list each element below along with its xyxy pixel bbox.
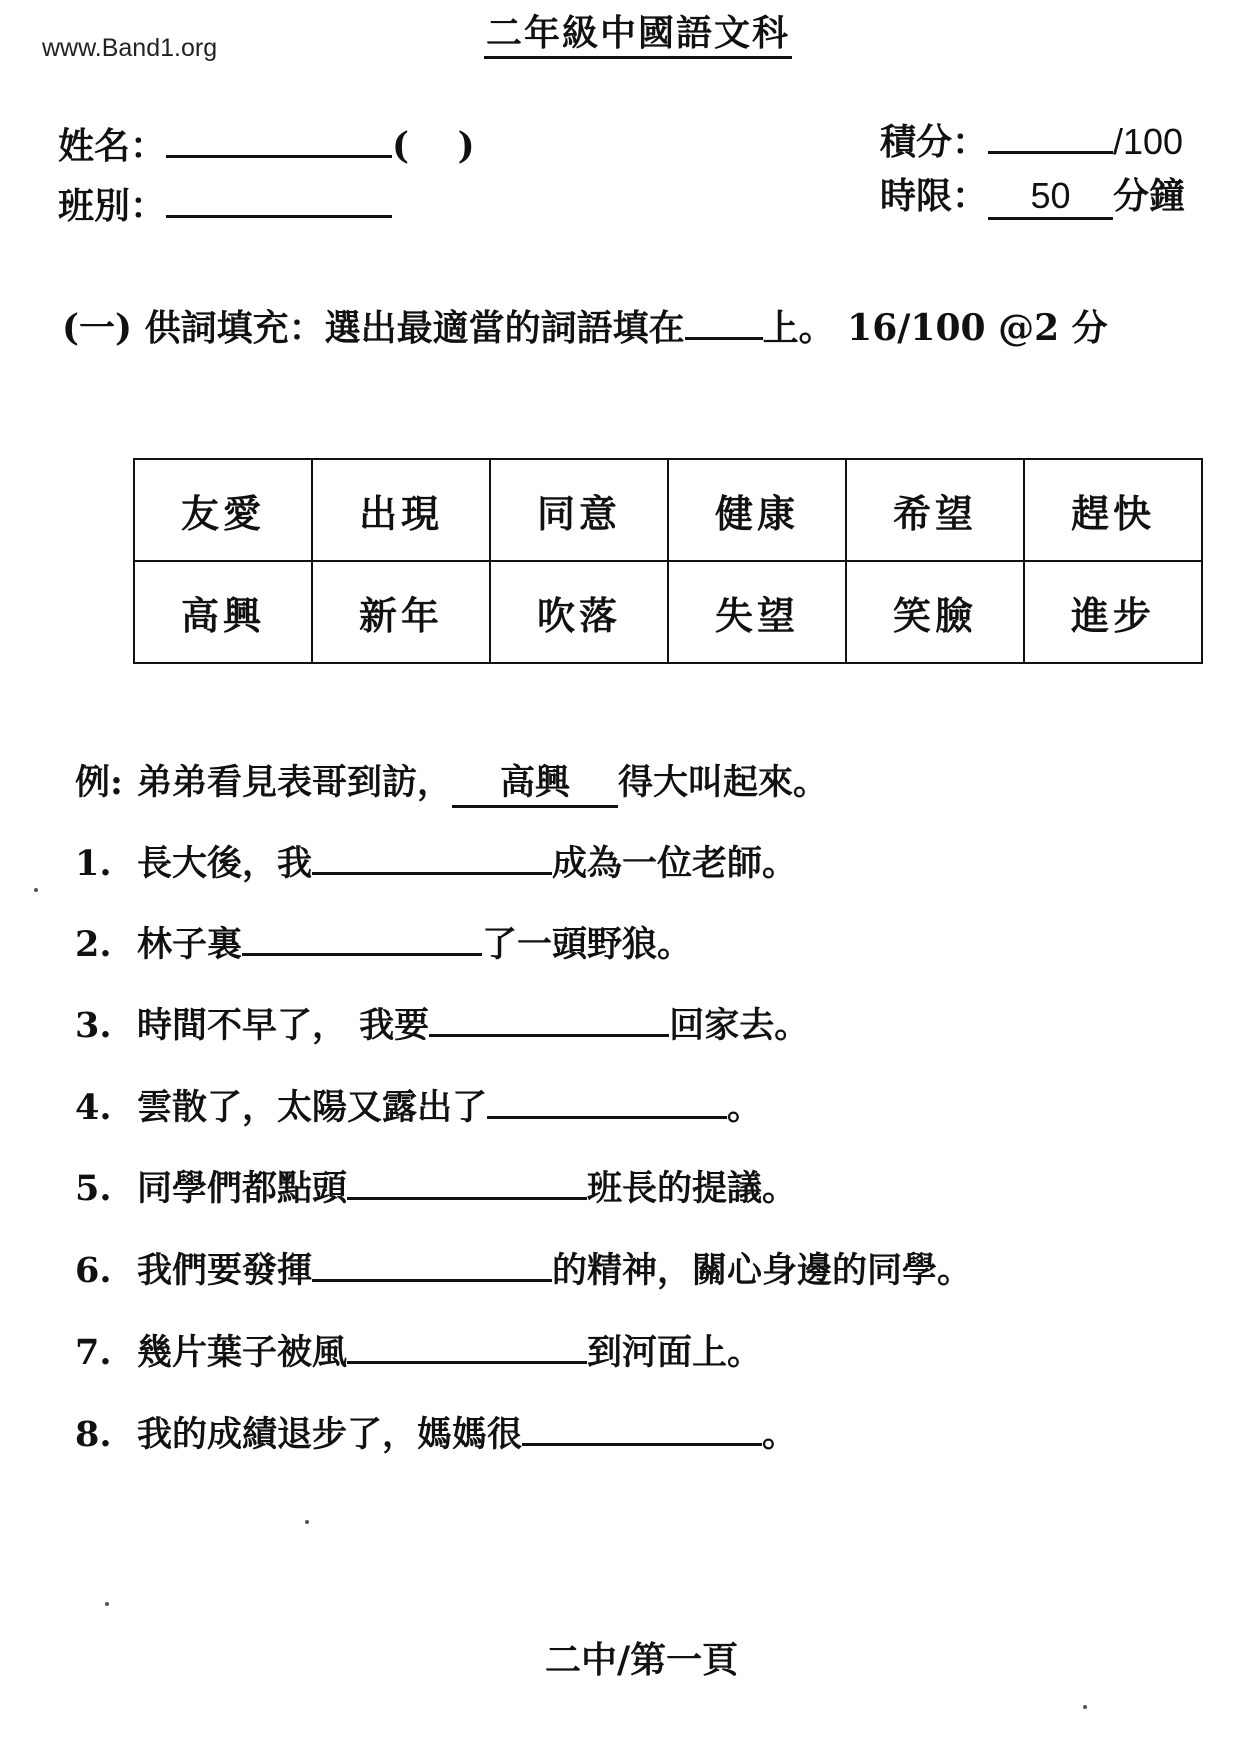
example-text-before: 弟弟看見表哥到訪， bbox=[137, 762, 453, 803]
name-label: 姓名： bbox=[58, 125, 167, 167]
score-label: 積分： bbox=[880, 121, 989, 163]
word-bank-row bbox=[134, 561, 1202, 663]
answer-blank[interactable] bbox=[242, 919, 482, 956]
question-text-after: 的精神，關心身邊的同學。 bbox=[552, 1250, 973, 1291]
question-number: 6. bbox=[75, 1250, 112, 1291]
answer-blank[interactable] bbox=[487, 1082, 727, 1119]
question-item bbox=[75, 836, 797, 886]
time-unit: 分鐘 bbox=[1113, 175, 1186, 217]
question-text-after: 。 bbox=[762, 1414, 798, 1455]
question-text-before: 林子裏 bbox=[137, 924, 243, 965]
word-bank-table bbox=[133, 458, 1203, 664]
question-number: 3. bbox=[75, 1005, 112, 1046]
answer-blank[interactable] bbox=[522, 1409, 762, 1446]
name-row bbox=[58, 118, 475, 169]
question-number: 1. bbox=[75, 843, 112, 884]
question-text-before: 我的成績退步了，媽媽很 bbox=[137, 1414, 523, 1455]
word-bank-cell: 新年 bbox=[312, 561, 490, 663]
section-title-suffix: 上。 16/100 @2 分 bbox=[762, 307, 1108, 349]
word-bank-cell: 友愛 bbox=[134, 459, 312, 561]
question-item bbox=[75, 998, 809, 1048]
word-bank-cell: 希望 bbox=[846, 459, 1024, 561]
answer-blank[interactable] bbox=[312, 838, 552, 875]
question-item bbox=[75, 1325, 762, 1375]
example-label: 例: bbox=[75, 762, 123, 803]
class-label: 班別： bbox=[58, 185, 167, 227]
question-item bbox=[75, 1407, 797, 1457]
score-row bbox=[880, 114, 1183, 165]
question-number: 2. bbox=[75, 924, 112, 965]
section-title-prefix: (一) 供詞填充：選出最適當的詞語填在 bbox=[62, 307, 685, 349]
question-item bbox=[75, 917, 692, 967]
question-text-before: 我們要發揮 bbox=[137, 1250, 313, 1291]
question-text-after: 回家去。 bbox=[669, 1005, 810, 1046]
time-label: 時限： bbox=[880, 175, 989, 217]
example-row bbox=[75, 755, 828, 808]
word-bank-cell: 同意 bbox=[490, 459, 668, 561]
question-text-after: 了一頭野狼。 bbox=[482, 924, 693, 965]
example-text-after: 得大叫起來。 bbox=[618, 762, 829, 803]
name-number-paren: ( ) bbox=[392, 125, 475, 167]
word-bank-cell: 高興 bbox=[134, 561, 312, 663]
class-field[interactable] bbox=[166, 179, 392, 218]
word-bank-cell: 健康 bbox=[668, 459, 846, 561]
word-bank-row bbox=[134, 459, 1202, 561]
question-number: 4. bbox=[75, 1087, 112, 1128]
question-item bbox=[75, 1243, 972, 1293]
question-text-after: 成為一位老師。 bbox=[552, 843, 798, 884]
time-value: 50 bbox=[988, 175, 1113, 220]
page-footer: 二中/第一頁 bbox=[545, 1639, 739, 1681]
question-text-before: 同學們都點頭 bbox=[137, 1168, 348, 1209]
word-bank-cell: 進步 bbox=[1024, 561, 1202, 663]
answer-blank[interactable] bbox=[347, 1327, 587, 1364]
class-row bbox=[58, 178, 392, 229]
page-title: 二年級中國語文科 bbox=[484, 10, 792, 59]
answer-blank[interactable] bbox=[429, 1000, 669, 1037]
question-text-before: 幾片葉子被風 bbox=[137, 1332, 348, 1373]
answer-blank[interactable] bbox=[312, 1245, 552, 1282]
example-answer: 高興 bbox=[452, 755, 618, 808]
name-field[interactable] bbox=[166, 119, 392, 158]
question-number: 8. bbox=[75, 1414, 112, 1455]
scan-speck bbox=[105, 1602, 109, 1606]
scan-speck bbox=[34, 888, 38, 892]
website-label: www.Band1.org bbox=[42, 34, 218, 62]
question-item bbox=[75, 1161, 797, 1211]
section-heading bbox=[62, 300, 1108, 351]
question-item bbox=[75, 1080, 762, 1130]
word-bank-cell: 失望 bbox=[668, 561, 846, 663]
question-number: 5. bbox=[75, 1168, 112, 1209]
scan-speck bbox=[305, 1520, 309, 1524]
word-bank-cell: 出現 bbox=[312, 459, 490, 561]
section-sample-blank bbox=[685, 301, 763, 340]
question-text-before: 長大後，我 bbox=[137, 843, 313, 884]
time-row bbox=[880, 168, 1185, 220]
question-text-after: 。 bbox=[727, 1087, 763, 1128]
score-field[interactable] bbox=[988, 115, 1113, 154]
word-bank-cell: 吹落 bbox=[490, 561, 668, 663]
word-bank-cell: 笑臉 bbox=[846, 561, 1024, 663]
score-total: /100 bbox=[1113, 121, 1184, 162]
scan-speck bbox=[1083, 1705, 1087, 1709]
question-text-before: 雲散了，太陽又露出了 bbox=[137, 1087, 488, 1128]
question-text-after: 班長的提議。 bbox=[587, 1168, 798, 1209]
answer-blank[interactable] bbox=[347, 1163, 587, 1200]
question-text-after: 到河面上。 bbox=[587, 1332, 763, 1373]
question-text-before: 時間不早了， 我要 bbox=[137, 1005, 430, 1046]
word-bank-cell: 趕快 bbox=[1024, 459, 1202, 561]
question-number: 7. bbox=[75, 1332, 112, 1373]
